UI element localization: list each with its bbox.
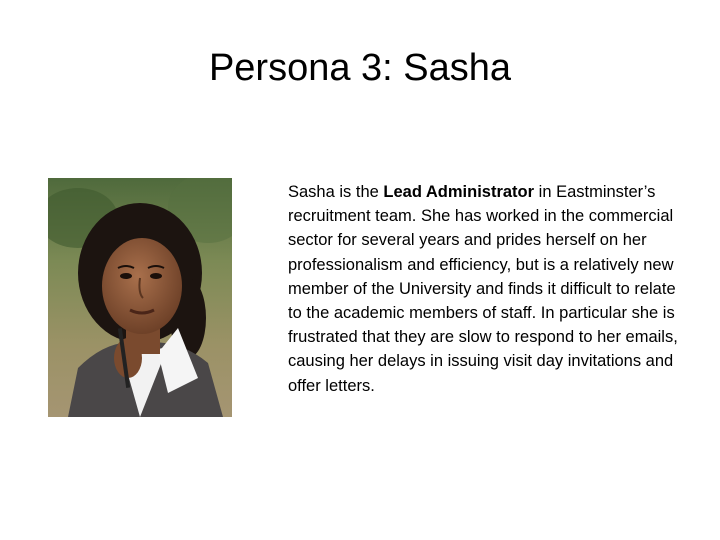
persona-description-intro: Sasha is the: [288, 183, 384, 201]
persona-description-rest: in Eastminster’s recruitment team. She has worked in the commercial sector for several years and prides herself on her professionalism and efficiency, but is a relatively new member of the University and finds it difficult to relate to the academic members of staff. In particular she is frustrated that they are slow to respond to her emails, causing her delays in issuing visit day invitations and offer letters.: [288, 183, 678, 395]
persona-photo-image: [48, 178, 232, 417]
slide-title: Persona 3: Sasha: [208, 47, 512, 89]
persona-role: Lead Administrator: [383, 183, 535, 201]
persona-description: [288, 180, 680, 398]
persona-photo: [48, 178, 232, 417]
